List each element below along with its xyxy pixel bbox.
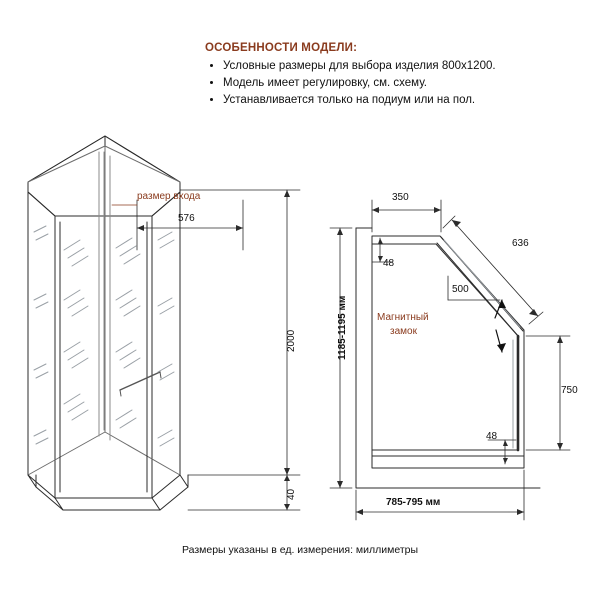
- dim-1185-1195: 1185-1195 мм: [337, 295, 348, 360]
- dim-48-bottom: 48: [486, 431, 498, 442]
- list-item: • Устанавливается только на подиум или на пол.: [223, 92, 575, 108]
- features-title: ОСОБЕННОСТИ МОДЕЛИ:: [205, 42, 358, 54]
- dim-48-top: 48: [383, 258, 395, 269]
- features-list: [205, 58, 575, 108]
- magnet-lock-label-line1: Магнитный: [377, 312, 429, 323]
- dim-2000: 2000: [286, 329, 297, 352]
- features-block: [205, 42, 575, 109]
- dim-350: 350: [392, 192, 409, 203]
- dim-750: 750: [561, 385, 578, 396]
- list-item: • Модель имеет регулировку, см. схему.: [223, 75, 575, 91]
- dim-576: 576: [178, 213, 195, 224]
- entrance-size-label: размер входа: [137, 191, 201, 202]
- dim-500: 500: [452, 284, 469, 295]
- dim-40: 40: [286, 488, 297, 500]
- dim-785-795: 785-795 мм: [386, 497, 441, 508]
- list-item: • Условные размеры для выбора изделия 800х1200.: [223, 58, 575, 74]
- magnet-lock-label-line2: замок: [390, 326, 417, 337]
- right-plan-view: [330, 200, 570, 520]
- dim-636: 636: [512, 238, 529, 249]
- footer-note: Размеры указаны в ед. измерения: миллиметры: [181, 544, 419, 556]
